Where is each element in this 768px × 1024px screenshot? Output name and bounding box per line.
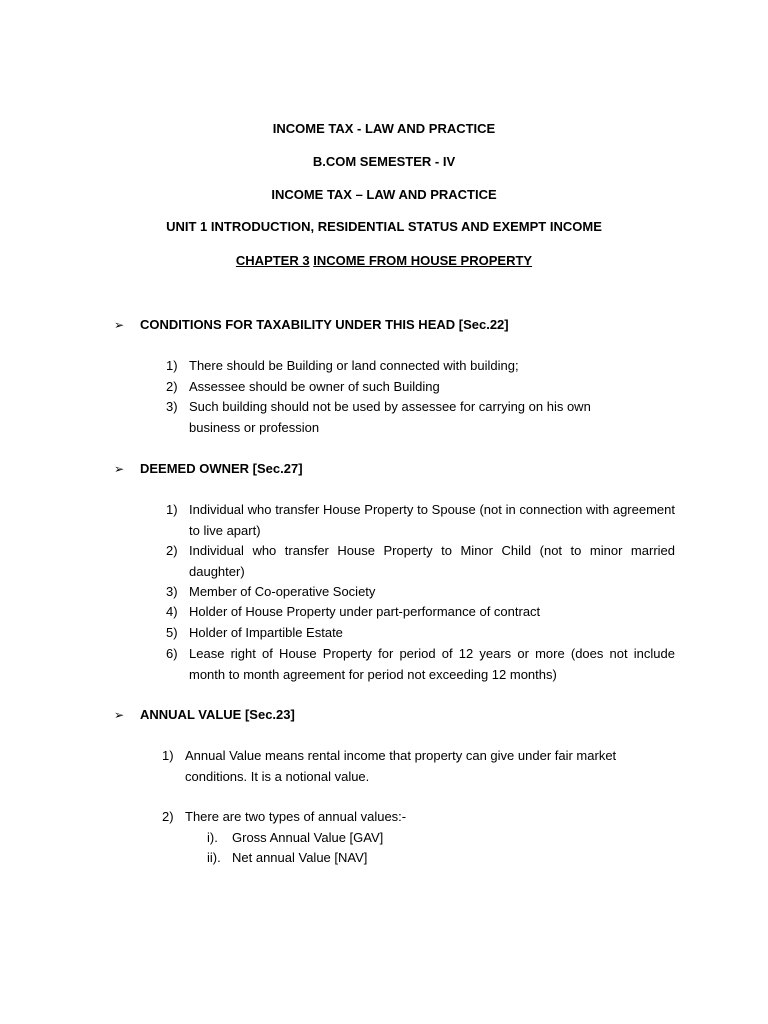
item-number: 3) [166,399,178,414]
subject-line: INCOME TAX – LAW AND PRACTICE [271,187,497,202]
arrow-bullet-icon: ➢ [114,318,125,332]
item-text: Net annual Value [NAV] [232,850,368,865]
section-heading-text: DEEMED OWNER [Sec.27] [140,461,303,476]
item-number: 1) [162,748,174,763]
chapter-line [0,253,768,268]
item-number: 2) [166,379,178,394]
section-heading-text: CONDITIONS FOR TAXABILITY UNDER THIS HEAD [Sec.22] [140,317,509,332]
item-number: ii). [207,850,221,865]
chapter-title: INCOME FROM HOUSE PROPERTY [313,253,533,268]
item-text: Assessee should be owner of such Building [189,379,440,394]
item-text: Gross Annual Value [GAV] [232,830,384,845]
item-number: 2) [166,543,178,558]
item-number: 5) [166,625,178,640]
item-number: i). [207,830,218,845]
section-heading-text: ANNUAL VALUE [Sec.23] [140,707,295,722]
item-number: 4) [166,604,178,619]
arrow-bullet-icon: ➢ [114,462,125,476]
item-number: 6) [166,646,178,661]
item-text: Holder of House Property under part-performance of contract [189,604,541,619]
arrow-bullet-icon: ➢ [114,708,125,722]
item-text: There should be Building or land connected with building; [189,358,519,373]
item-number: 3) [166,584,178,599]
item-text: Annual Value means rental income that property can give under fair market conditions. It is a notional value. [185,748,617,784]
section-heading-deemed-owner [114,461,303,476]
item-text: Individual who transfer House Property to Spouse (not in connection with agreement to live apart) [189,502,675,538]
chapter-label: CHAPTER 3 [235,253,310,268]
item-text: Individual who transfer House Property to Minor Child (not to minor married daughter) [189,543,675,579]
section-heading-annual-value [114,707,295,722]
item-text: Lease right of House Property for period of 12 years or more (does not include month to month agreement for period not exceeding 12 months) [189,646,675,682]
section-heading-conditions [114,317,509,332]
document-title: INCOME TAX - LAW AND PRACTICE [272,121,496,136]
item-number: 1) [166,358,178,373]
item-text: Holder of Impartible Estate [189,625,343,640]
item-text: Such building should not be used by assessee for carrying on his own business or profession [189,399,591,435]
item-text: Member of Co-operative Society [189,584,376,599]
item-number: 1) [166,502,178,517]
unit-line: UNIT 1 INTRODUCTION, RESIDENTIAL STATUS AND EXEMPT INCOME [166,219,602,234]
semester-line: B.COM SEMESTER - IV [312,154,456,169]
item-text: There are two types of annual values:- [185,809,407,824]
item-number: 2) [162,809,174,824]
